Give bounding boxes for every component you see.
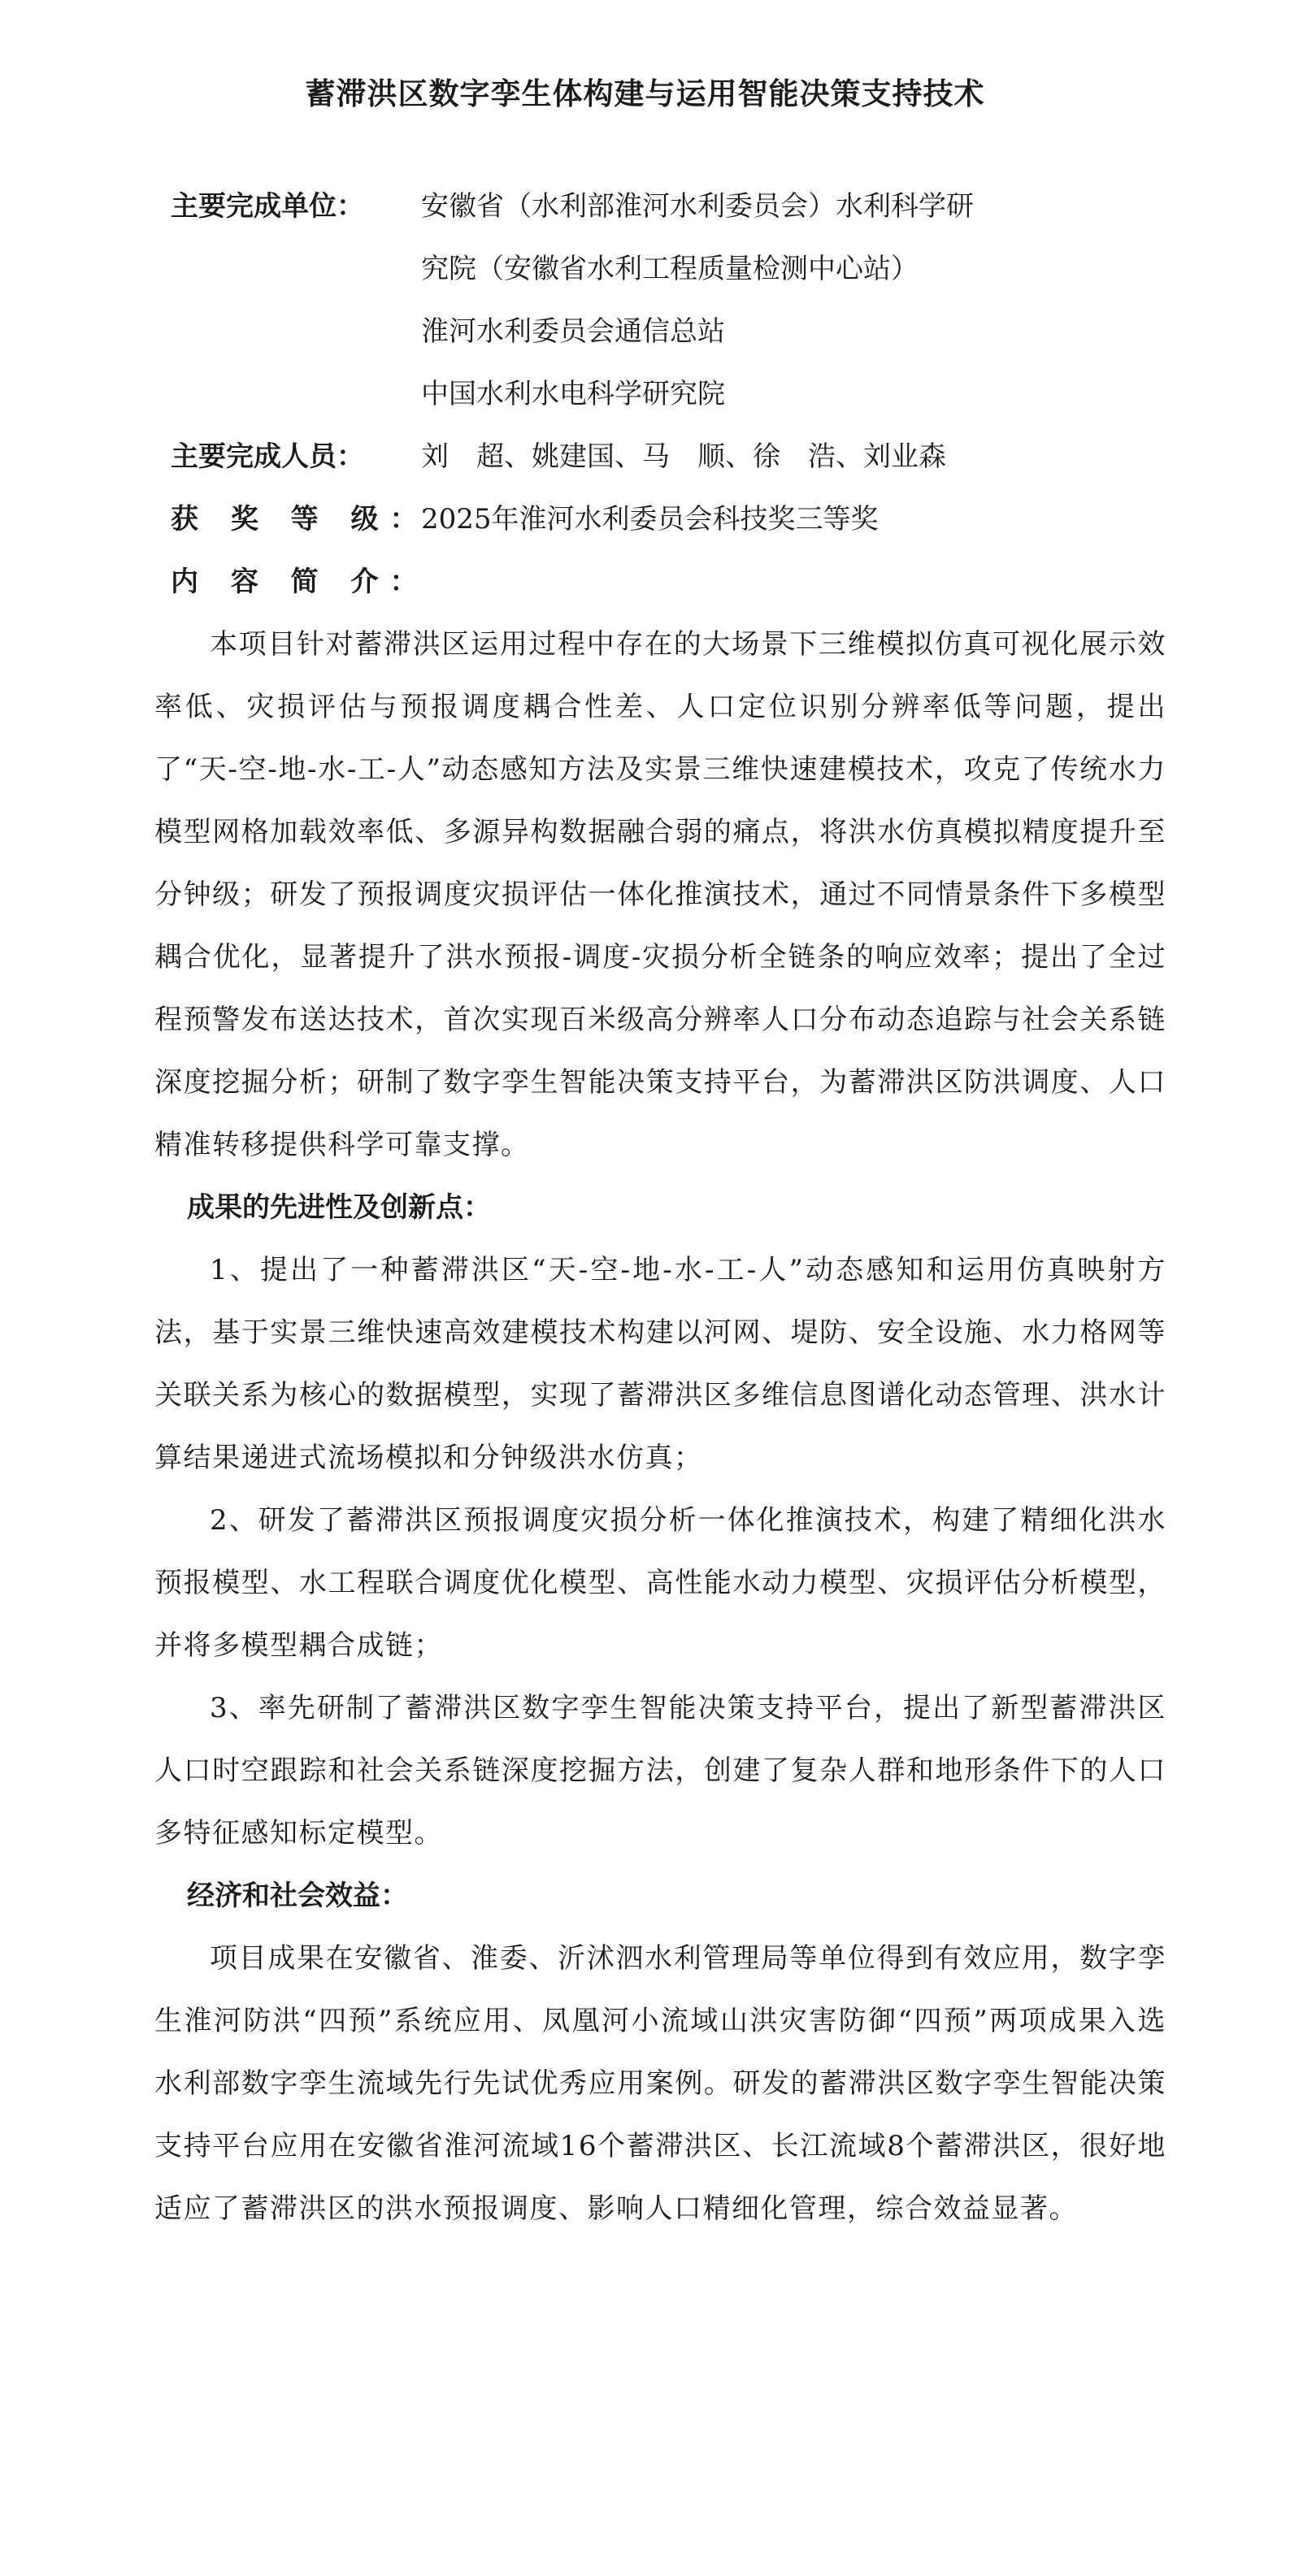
benefits-text: 项目成果在安徽省、淮委、沂沭泗水利管理局等单位得到有效应用，数字孪生淮河防洪“四预”系统应用、凤凰河小流域山洪灾害防御“四预”两项成果入选水利部数字孪生流域先行先试优秀应用案例。研发的蓄滞洪区数字孪生智能决策支持平台应用在安徽省淮河流域16个蓄滞洪区、长江流域8个蓄滞洪区，很好地适应了蓄滞洪区的洪水预报调度、影响人口精细化管理，综合效益显著。 xyxy=(154,1942,1166,2226)
innovation-item: 2、研发了蓄滞洪区预报调度灾损分析一体化推演技术，构建了精细化洪水预报模型、水工程联合调度优化模型、高性能水动力模型、灾损评估分析模型，并将多模型耦合成链； xyxy=(154,1504,1166,1663)
summary-text: 本项目针对蓄滞洪区运用过程中存在的大场景下三维模拟仿真可视化展示效率低、灾损评估与预报调度耦合性差、人口定位识别分辨率低等问题，提出了“天-空-地-水-工-人”动态感知方法及实景三维快速建模技术，攻克了传统水力模型网格加载效率低、多源异构数据融合弱的痛点，将洪水仿真模拟精度提升至分钟级；研发了预报调度灾损评估一体化推演技术，通过不同情景条件下多模型耦合优化，显著提升了洪水预报-调度-灾损分析全链条的响应效率；提出了全过程预警发布送达技术，首次实现百米级高分辨率人口分布动态追踪与社会关系链深度挖掘分析；研制了数字孪生智能决策支持平台，为蓄滞洪区防洪调度、人口精准转移提供科学可靠支撑。 xyxy=(154,628,1166,1162)
innovation-item: 3、率先研制了蓄滞洪区数字孪生智能决策支持平台，提出了新型蓄滞洪区人口时空跟踪和社会关系链深度挖掘方法，创建了复杂人群和地形条件下的人口多特征感知标定模型。 xyxy=(154,1692,1166,1850)
unit-line: 安徽省（水利部淮河水利委员会）水利科学研 xyxy=(421,190,974,223)
units-label: 主要完成单位： xyxy=(171,190,364,223)
persons-row xyxy=(171,426,1166,488)
summary-heading: 内 容 简 介： xyxy=(171,566,429,599)
units-row xyxy=(171,176,1166,426)
benefits-heading: 经济和社会效益： xyxy=(187,1880,408,1913)
award-value: 2025年淮河水利委员会科技奖三等奖 xyxy=(421,503,879,536)
units-value xyxy=(421,176,1166,426)
unit-line: 中国水利水电科学研究院 xyxy=(421,378,725,411)
unit-line: 淮河水利委员会通信总站 xyxy=(421,315,725,349)
award-row xyxy=(171,488,1166,551)
unit-line: 究院（安徽省水利工程质量检测中心站） xyxy=(421,253,919,286)
innovation-item: 1、提出了一种蓄滞洪区“天-空-地-水-工-人”动态感知和运用仿真映射方法，基于实景三维快速高效建模技术构建以河网、堤防、安全设施、水力格网等关联关系为核心的数据模型，实现了蓄滞洪区多维信息图谱化动态管理、洪水计算结果递进式流场模拟和分钟级洪水仿真； xyxy=(154,1254,1166,1475)
award-label: 获 奖 等 级： xyxy=(171,503,429,536)
document-title: 蓄滞洪区数字孪生体构建与运用智能决策支持技术 xyxy=(305,76,985,111)
persons-label: 主要完成人员： xyxy=(171,440,364,474)
innovation-heading: 成果的先进性及创新点： xyxy=(187,1191,491,1225)
persons-value: 刘 超、姚建国、马 顺、徐 浩、刘业森 xyxy=(421,440,946,474)
